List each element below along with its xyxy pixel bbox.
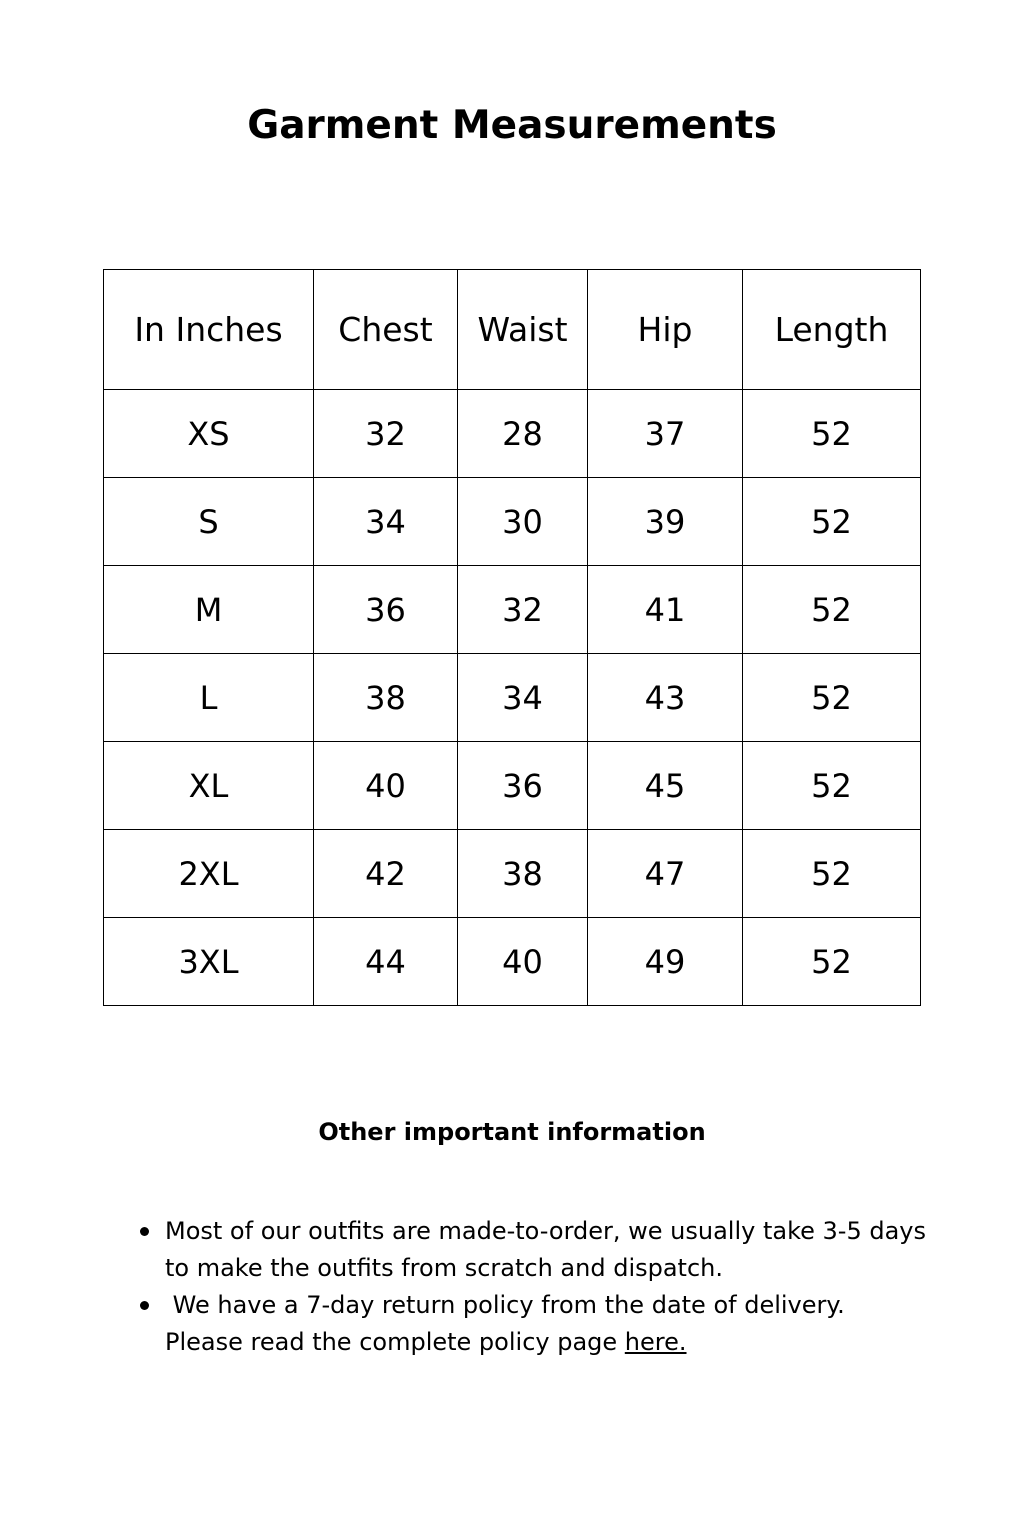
size-cell: L xyxy=(104,654,314,742)
hip-cell: 41 xyxy=(588,566,743,654)
hip-cell: 49 xyxy=(588,918,743,1006)
waist-cell: 38 xyxy=(458,830,588,918)
hip-cell: 43 xyxy=(588,654,743,742)
waist-cell: 36 xyxy=(458,742,588,830)
table-row xyxy=(104,478,921,566)
chest-cell: 32 xyxy=(314,390,458,478)
length-cell: 52 xyxy=(743,478,921,566)
info-heading: Other important information xyxy=(318,1118,706,1146)
length-cell: 52 xyxy=(743,654,921,742)
size-cell: 2XL xyxy=(104,830,314,918)
chest-cell: 36 xyxy=(314,566,458,654)
length-cell: 52 xyxy=(743,918,921,1006)
chest-cell: 34 xyxy=(314,478,458,566)
waist-cell: 34 xyxy=(458,654,588,742)
waist-cell: 40 xyxy=(458,918,588,1006)
table-row xyxy=(104,390,921,478)
hip-cell: 45 xyxy=(588,742,743,830)
info-list xyxy=(140,1213,934,1361)
size-cell: 3XL xyxy=(104,918,314,1006)
hip-cell: 37 xyxy=(588,390,743,478)
size-cell: XS xyxy=(104,390,314,478)
table-header-row xyxy=(104,270,921,390)
header-chest: Chest xyxy=(314,270,458,390)
waist-cell: 28 xyxy=(458,390,588,478)
table-row xyxy=(104,830,921,918)
info-text: We have a 7-day return policy from the date of delivery. Please read the complete policy page xyxy=(165,1291,853,1356)
chest-cell: 40 xyxy=(314,742,458,830)
waist-cell: 32 xyxy=(458,566,588,654)
list-item xyxy=(140,1287,930,1361)
header-unit: In Inches xyxy=(104,270,314,390)
size-cell: S xyxy=(104,478,314,566)
hip-cell: 47 xyxy=(588,830,743,918)
table-row xyxy=(104,742,921,830)
waist-cell: 30 xyxy=(458,478,588,566)
table-row xyxy=(104,566,921,654)
info-text: Most of our outfits are made-to-order, we usually take 3-5 days to make the outfits from scratch and dispatch. xyxy=(165,1217,934,1282)
header-hip: Hip xyxy=(588,270,743,390)
length-cell: 52 xyxy=(743,742,921,830)
hip-cell: 39 xyxy=(588,478,743,566)
chest-cell: 44 xyxy=(314,918,458,1006)
list-item xyxy=(140,1213,934,1287)
size-cell: M xyxy=(104,566,314,654)
length-cell: 52 xyxy=(743,390,921,478)
size-cell: XL xyxy=(104,742,314,830)
length-cell: 52 xyxy=(743,566,921,654)
page-title: Garment Measurements xyxy=(247,103,777,148)
chest-cell: 42 xyxy=(314,830,458,918)
header-length: Length xyxy=(743,270,921,390)
table-row xyxy=(104,918,921,1006)
header-waist: Waist xyxy=(458,270,588,390)
size-chart-table xyxy=(103,269,921,1006)
bullet-icon xyxy=(140,1301,149,1310)
bullet-icon xyxy=(140,1227,149,1236)
length-cell: 52 xyxy=(743,830,921,918)
chest-cell: 38 xyxy=(314,654,458,742)
policy-link[interactable]: here. xyxy=(624,1328,687,1356)
table-row xyxy=(104,654,921,742)
